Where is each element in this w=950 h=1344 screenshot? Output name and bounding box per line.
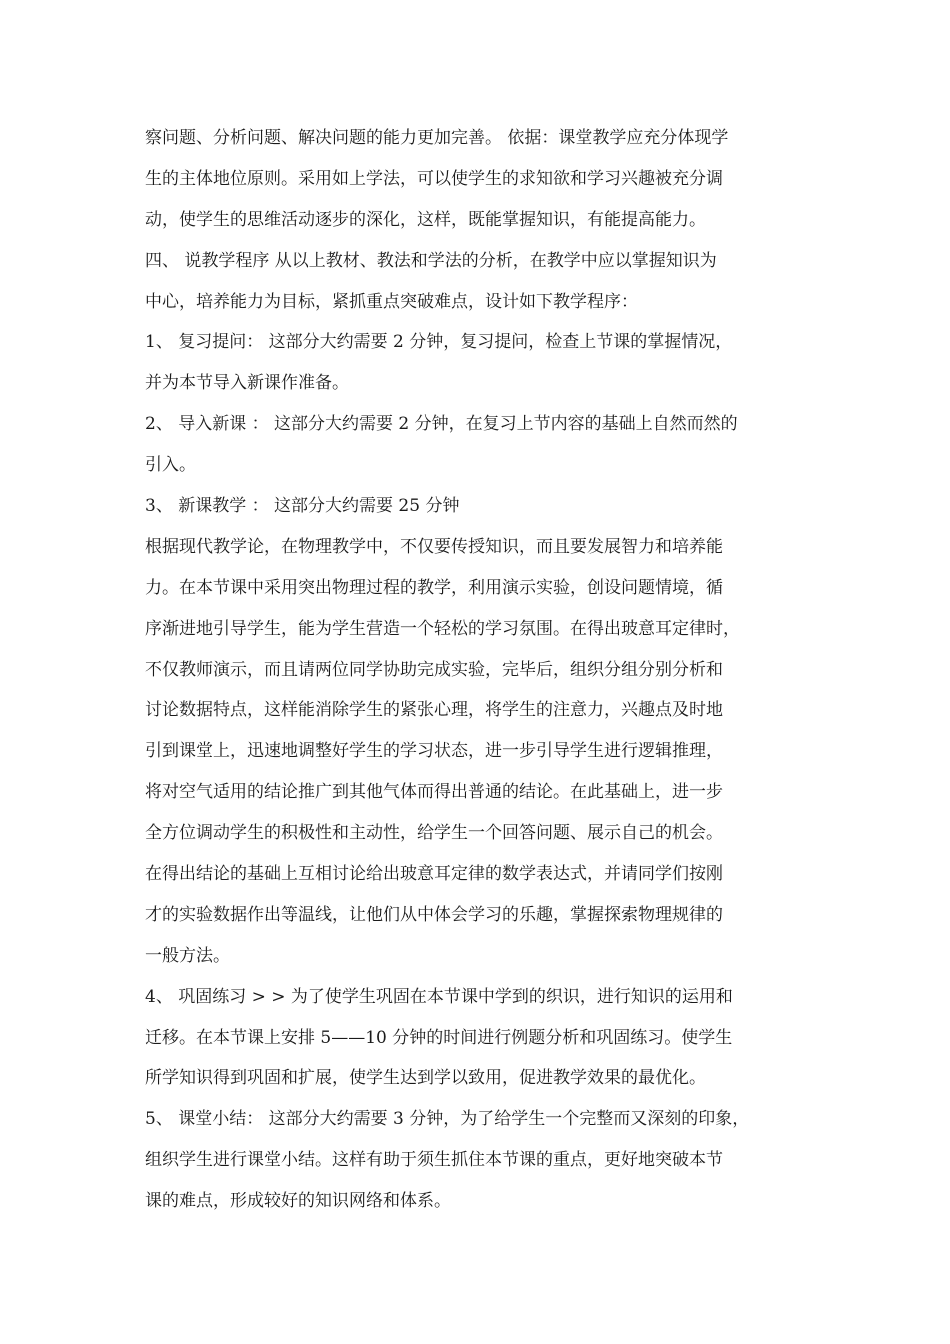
list-item-5-line: 5、 课堂小结： 这部分大约需要 3 分钟，为了给学生一个完整而又深刻的印象， (145, 1109, 750, 1130)
list-item-1-line: 1、 复习提问： 这部分大约需要 2 分钟，复习提问，检查上节课的掌握情况， (145, 332, 733, 353)
text-line: 引入。 (145, 455, 196, 476)
text-line: 在得出结论的基础上互相讨论给出玻意耳定律的数学表达式，并请同学们按刚 (145, 864, 723, 885)
document-body (145, 118, 810, 1222)
text-line: 生的主体地位原则。采用如上学法，可以使学生的求知欲和学习兴趣被充分调 (145, 168, 723, 189)
text-line: 全方位调动学生的积极性和主动性，给学生一个回答问题、展示自己的机会。 (145, 823, 723, 844)
text-line: 察问题、分析问题、解决问题的能力更加完善。 依据：课堂教学应充分体现学 (145, 128, 729, 148)
text-line: 根据现代教学论，在物理教学中，不仅要传授知识，而且要发展智力和培养能 (145, 536, 723, 557)
text-line: 序渐进地引导学生，能为学生营造一个轻松的学习氛围。在得出玻意耳定律时， (145, 618, 740, 639)
text-line: 不仅教师演示，而且请两位同学协助完成实验，完毕后，组织分组分别分析和 (145, 659, 723, 680)
text-line: 迁移。在本节课上安排 5——10 分钟的时间进行例题分析和巩固练习。使学生 (145, 1027, 733, 1048)
text-line: 并为本节导入新课作准备。 (145, 373, 349, 394)
text-line: 所学知识得到巩固和扩展，使学生达到学以致用，促进教学效果的最优化。 (145, 1068, 706, 1089)
list-item-4-line: 4、 巩固练习 > > 为了使学生巩固在本节课中学到的织识，进行知识的运用和 (145, 986, 733, 1007)
list-item-3-line: 3、 新课教学 ： 这部分大约需要 25 分钟 (145, 496, 460, 517)
text-line: 动，使学生的思维活动逐步的深化，这样，既能掌握知识，有能提高能力。 (145, 209, 706, 230)
text-line: 组织学生进行课堂小结。这样有助于须生抓住本节课的重点，更好地突破本节 (145, 1150, 723, 1171)
text-line: 将对空气适用的结论推广到其他气体而得出普通的结论。在此基础上，进一步 (145, 782, 723, 803)
list-item-2-line: 2、 导入新课 ： 这部分大约需要 2 分钟，在复习上节内容的基础上自然而然的 (145, 414, 738, 435)
text-line: 课的难点，形成较好的知识网络和体系。 (145, 1191, 451, 1212)
text-line: 力。在本节课中采用突出物理过程的教学，利用演示实验，创设问题情境，循 (145, 577, 723, 598)
text-line: 中心，培养能力为目标，紧抓重点突破难点，设计如下教学程序： (145, 291, 638, 312)
section-heading-line: 四、 说教学程序 从以上教材、教法和学法的分析，在教学中应以掌握知识为 (145, 250, 717, 271)
text-line: 讨论数据特点，这样能消除学生的紧张心理，将学生的注意力，兴趣点及时地 (145, 700, 723, 721)
text-line: 才的实验数据作出等温线，让他们从中体会学习的乐趣，掌握探索物理规律的 (145, 904, 723, 925)
text-line: 一般方法。 (145, 945, 230, 966)
text-line: 引到课堂上，迅速地调整好学生的学习状态，进一步引导学生进行逻辑推理， (145, 741, 723, 762)
